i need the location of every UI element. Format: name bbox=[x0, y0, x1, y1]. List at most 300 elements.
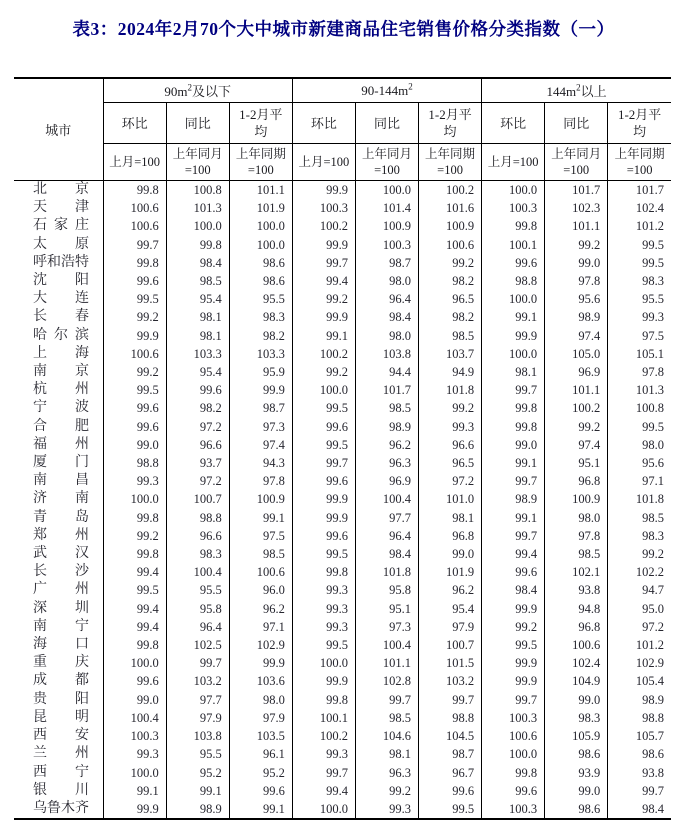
index-value-cell: 99.7 bbox=[355, 691, 418, 709]
size-group-header-0 bbox=[103, 78, 292, 103]
index-value-cell: 100.4 bbox=[103, 709, 166, 727]
index-value-cell: 100.2 bbox=[292, 217, 355, 235]
index-value-cell: 100.0 bbox=[103, 654, 166, 672]
table-row bbox=[14, 563, 671, 581]
index-value-cell: 98.8 bbox=[482, 272, 545, 290]
index-value-cell: 99.7 bbox=[608, 782, 671, 800]
index-value-cell: 99.7 bbox=[482, 381, 545, 399]
index-value-cell: 99.5 bbox=[292, 399, 355, 417]
index-value-cell: 97.1 bbox=[229, 618, 292, 636]
index-value-cell: 96.9 bbox=[545, 363, 608, 381]
index-value-cell: 100.0 bbox=[229, 217, 292, 235]
index-value-cell: 99.2 bbox=[103, 527, 166, 545]
index-value-cell: 96.8 bbox=[419, 527, 482, 545]
index-value-cell: 98.9 bbox=[608, 691, 671, 709]
metric-header: 1-2月平均 bbox=[419, 103, 482, 144]
index-value-cell: 99.3 bbox=[355, 800, 418, 819]
city-cell bbox=[14, 727, 103, 745]
index-value-cell: 99.0 bbox=[545, 254, 608, 272]
index-value-cell: 97.3 bbox=[355, 618, 418, 636]
index-value-cell: 98.6 bbox=[545, 800, 608, 819]
index-value-cell: 98.1 bbox=[355, 745, 418, 763]
index-value-cell: 95.2 bbox=[166, 764, 229, 782]
index-value-cell: 98.0 bbox=[355, 272, 418, 290]
index-value-cell: 99.5 bbox=[608, 254, 671, 272]
city-cell bbox=[14, 199, 103, 217]
page-title: 表3：2024年2月70个大中城市新建商品住宅销售价格分类指数（一） bbox=[72, 19, 615, 39]
table-row bbox=[14, 345, 671, 363]
index-value-cell: 99.4 bbox=[292, 272, 355, 290]
index-value-cell: 99.9 bbox=[292, 509, 355, 527]
table-row bbox=[14, 581, 671, 599]
table-row bbox=[14, 691, 671, 709]
index-value-cell: 96.7 bbox=[419, 764, 482, 782]
index-value-cell: 100.7 bbox=[166, 490, 229, 508]
city-cell bbox=[14, 800, 103, 819]
city-name: 大 连 bbox=[33, 291, 89, 307]
index-value-cell: 99.4 bbox=[482, 545, 545, 563]
index-value-cell: 105.7 bbox=[608, 727, 671, 745]
index-value-cell: 100.8 bbox=[608, 399, 671, 417]
city-cell bbox=[14, 745, 103, 763]
index-value-cell: 93.8 bbox=[608, 764, 671, 782]
index-value-cell: 99.7 bbox=[482, 472, 545, 490]
index-value-cell: 99.6 bbox=[292, 527, 355, 545]
index-value-cell: 100.0 bbox=[103, 490, 166, 508]
table-row bbox=[14, 381, 671, 399]
table-row bbox=[14, 199, 671, 217]
index-value-cell: 99.4 bbox=[103, 563, 166, 581]
index-value-cell: 103.2 bbox=[166, 672, 229, 690]
size-group-header-2 bbox=[482, 78, 671, 103]
index-value-cell: 98.2 bbox=[419, 308, 482, 326]
index-value-cell: 99.6 bbox=[482, 254, 545, 272]
index-value-cell: 100.6 bbox=[103, 345, 166, 363]
group-label-text: 以上 bbox=[580, 84, 607, 99]
base-header: 上月=100 bbox=[292, 144, 355, 181]
index-value-cell: 100.3 bbox=[482, 709, 545, 727]
table-row bbox=[14, 490, 671, 508]
base-header: 上年同月=100 bbox=[545, 144, 608, 181]
city-name: 福 州 bbox=[33, 436, 89, 452]
index-value-cell: 103.2 bbox=[419, 672, 482, 690]
table-row bbox=[14, 290, 671, 308]
table-row bbox=[14, 672, 671, 690]
city-name: 郑 州 bbox=[33, 527, 89, 543]
index-value-cell: 99.1 bbox=[482, 308, 545, 326]
index-value-cell: 100.0 bbox=[482, 345, 545, 363]
index-value-cell: 101.8 bbox=[608, 490, 671, 508]
index-value-cell: 100.0 bbox=[292, 654, 355, 672]
index-value-cell: 99.7 bbox=[482, 527, 545, 545]
index-value-cell: 97.7 bbox=[355, 509, 418, 527]
index-value-cell: 99.8 bbox=[482, 764, 545, 782]
city-cell bbox=[14, 181, 103, 200]
base-header: 上年同期=100 bbox=[229, 144, 292, 181]
index-value-cell: 96.6 bbox=[419, 436, 482, 454]
city-name: 长 沙 bbox=[33, 564, 89, 580]
city-name: 哈 尔 滨 bbox=[33, 327, 89, 343]
group-label-superscript: 2 bbox=[576, 82, 581, 93]
base-header: 上年同月=100 bbox=[166, 144, 229, 181]
city-cell bbox=[14, 418, 103, 436]
index-value-cell: 99.2 bbox=[103, 308, 166, 326]
index-value-cell: 99.1 bbox=[103, 782, 166, 800]
index-value-cell: 96.6 bbox=[166, 527, 229, 545]
index-value-cell: 99.5 bbox=[103, 290, 166, 308]
city-cell bbox=[14, 472, 103, 490]
city-cell bbox=[14, 272, 103, 290]
city-name: 济 南 bbox=[33, 491, 89, 507]
index-value-cell: 99.8 bbox=[103, 509, 166, 527]
index-value-cell: 99.3 bbox=[292, 600, 355, 618]
city-name: 武 汉 bbox=[33, 546, 89, 562]
index-value-cell: 105.0 bbox=[545, 345, 608, 363]
index-value-cell: 98.4 bbox=[482, 581, 545, 599]
index-value-cell: 96.2 bbox=[229, 600, 292, 618]
index-value-cell: 98.5 bbox=[355, 399, 418, 417]
index-value-cell: 99.9 bbox=[482, 672, 545, 690]
city-name: 乌 鲁 木 齐 bbox=[33, 800, 89, 816]
index-value-cell: 99.9 bbox=[292, 490, 355, 508]
metric-header: 同比 bbox=[355, 103, 418, 144]
index-value-cell: 99.7 bbox=[482, 691, 545, 709]
index-value-cell: 100.3 bbox=[292, 199, 355, 217]
index-value-cell: 93.8 bbox=[545, 581, 608, 599]
city-cell bbox=[14, 654, 103, 672]
index-value-cell: 97.1 bbox=[608, 472, 671, 490]
city-name: 西 安 bbox=[33, 728, 89, 744]
index-value-cell: 98.3 bbox=[166, 545, 229, 563]
index-value-cell: 97.3 bbox=[229, 418, 292, 436]
index-value-cell: 95.6 bbox=[545, 290, 608, 308]
index-value-cell: 103.8 bbox=[355, 345, 418, 363]
city-name: 长 春 bbox=[33, 309, 89, 325]
index-value-cell: 99.9 bbox=[103, 327, 166, 345]
index-value-cell: 96.9 bbox=[355, 472, 418, 490]
index-value-cell: 101.6 bbox=[419, 199, 482, 217]
index-value-cell: 98.3 bbox=[608, 272, 671, 290]
index-value-cell: 98.1 bbox=[166, 327, 229, 345]
group-label-text: 90-144m bbox=[361, 82, 409, 98]
index-value-cell: 97.2 bbox=[166, 472, 229, 490]
index-value-cell: 96.8 bbox=[545, 618, 608, 636]
index-value-cell: 97.7 bbox=[166, 691, 229, 709]
city-name: 海 口 bbox=[33, 637, 89, 653]
table-row bbox=[14, 236, 671, 254]
index-value-cell: 99.8 bbox=[103, 545, 166, 563]
index-value-cell: 103.8 bbox=[166, 727, 229, 745]
index-value-cell: 99.6 bbox=[229, 782, 292, 800]
index-value-cell: 98.0 bbox=[355, 327, 418, 345]
index-value-cell: 100.9 bbox=[419, 217, 482, 235]
city-cell bbox=[14, 327, 103, 345]
index-value-cell: 98.8 bbox=[419, 709, 482, 727]
index-value-cell: 97.9 bbox=[229, 709, 292, 727]
index-value-cell: 98.3 bbox=[545, 709, 608, 727]
index-value-cell: 100.6 bbox=[545, 636, 608, 654]
index-value-cell: 105.9 bbox=[545, 727, 608, 745]
table-row bbox=[14, 217, 671, 235]
index-value-cell: 99.2 bbox=[608, 545, 671, 563]
index-value-cell: 93.9 bbox=[545, 764, 608, 782]
index-value-cell: 96.5 bbox=[419, 454, 482, 472]
metric-header: 同比 bbox=[545, 103, 608, 144]
index-value-cell: 97.5 bbox=[608, 327, 671, 345]
index-value-cell: 99.8 bbox=[482, 418, 545, 436]
index-value-cell: 101.4 bbox=[355, 199, 418, 217]
table-row bbox=[14, 472, 671, 490]
table-row bbox=[14, 272, 671, 290]
index-value-cell: 98.5 bbox=[419, 327, 482, 345]
city-name: 太 原 bbox=[33, 236, 89, 252]
index-value-cell: 99.7 bbox=[103, 236, 166, 254]
city-cell bbox=[14, 308, 103, 326]
table-head bbox=[14, 78, 671, 181]
index-value-cell: 95.9 bbox=[229, 363, 292, 381]
index-value-cell: 102.4 bbox=[545, 654, 608, 672]
index-value-cell: 103.3 bbox=[166, 345, 229, 363]
index-value-cell: 102.9 bbox=[608, 654, 671, 672]
index-value-cell: 98.4 bbox=[608, 800, 671, 819]
index-value-cell: 100.4 bbox=[355, 636, 418, 654]
index-value-cell: 102.5 bbox=[166, 636, 229, 654]
index-value-cell: 104.5 bbox=[419, 727, 482, 745]
city-name: 南 昌 bbox=[33, 473, 89, 489]
table-row bbox=[14, 399, 671, 417]
index-value-cell: 99.2 bbox=[103, 363, 166, 381]
table-row bbox=[14, 709, 671, 727]
index-value-cell: 99.1 bbox=[482, 509, 545, 527]
table-row bbox=[14, 727, 671, 745]
index-value-cell: 97.2 bbox=[419, 472, 482, 490]
index-value-cell: 99.2 bbox=[292, 363, 355, 381]
index-value-cell: 99.5 bbox=[292, 545, 355, 563]
index-value-cell: 99.7 bbox=[292, 454, 355, 472]
index-value-cell: 100.7 bbox=[419, 636, 482, 654]
index-value-cell: 99.3 bbox=[608, 308, 671, 326]
index-value-cell: 99.9 bbox=[292, 181, 355, 200]
index-value-cell: 100.0 bbox=[292, 381, 355, 399]
index-value-cell: 101.0 bbox=[419, 490, 482, 508]
city-cell bbox=[14, 236, 103, 254]
index-value-cell: 99.9 bbox=[292, 308, 355, 326]
index-value-cell: 99.0 bbox=[482, 436, 545, 454]
index-value-cell: 99.3 bbox=[292, 745, 355, 763]
base-header: 上月=100 bbox=[103, 144, 166, 181]
city-name: 昆 明 bbox=[33, 709, 89, 725]
city-name: 青 岛 bbox=[33, 509, 89, 525]
table-row bbox=[14, 745, 671, 763]
index-value-cell: 105.4 bbox=[608, 672, 671, 690]
index-value-cell: 99.7 bbox=[292, 254, 355, 272]
index-value-cell: 101.9 bbox=[229, 199, 292, 217]
size-group-header-1 bbox=[292, 78, 481, 103]
index-value-cell: 96.1 bbox=[229, 745, 292, 763]
index-value-cell: 100.8 bbox=[166, 181, 229, 200]
index-value-cell: 95.5 bbox=[166, 581, 229, 599]
index-value-cell: 99.1 bbox=[166, 782, 229, 800]
city-name: 宁 波 bbox=[33, 400, 89, 416]
index-value-cell: 98.4 bbox=[166, 254, 229, 272]
index-value-cell: 99.8 bbox=[103, 254, 166, 272]
index-value-cell: 95.2 bbox=[229, 764, 292, 782]
index-value-cell: 97.9 bbox=[166, 709, 229, 727]
index-value-cell: 98.4 bbox=[355, 308, 418, 326]
table-body bbox=[14, 181, 671, 820]
city-cell bbox=[14, 254, 103, 272]
index-value-cell: 98.9 bbox=[482, 490, 545, 508]
index-value-cell: 99.9 bbox=[292, 236, 355, 254]
index-value-cell: 99.3 bbox=[292, 581, 355, 599]
index-value-cell: 98.1 bbox=[419, 509, 482, 527]
index-value-cell: 102.1 bbox=[545, 563, 608, 581]
index-value-cell: 98.9 bbox=[166, 800, 229, 819]
index-value-cell: 99.5 bbox=[103, 381, 166, 399]
index-value-cell: 99.1 bbox=[292, 327, 355, 345]
city-cell bbox=[14, 764, 103, 782]
index-value-cell: 99.3 bbox=[292, 618, 355, 636]
index-value-cell: 100.4 bbox=[166, 563, 229, 581]
table-row bbox=[14, 782, 671, 800]
index-value-cell: 100.9 bbox=[229, 490, 292, 508]
index-value-cell: 99.9 bbox=[292, 672, 355, 690]
group-label-superscript: 2 bbox=[187, 82, 193, 93]
index-value-cell: 95.5 bbox=[166, 745, 229, 763]
index-value-cell: 99.8 bbox=[482, 217, 545, 235]
city-name: 沈 阳 bbox=[33, 273, 89, 289]
index-value-cell: 99.2 bbox=[545, 418, 608, 436]
index-value-cell: 100.6 bbox=[482, 727, 545, 745]
index-value-cell: 100.0 bbox=[103, 764, 166, 782]
index-value-cell: 98.0 bbox=[545, 509, 608, 527]
index-value-cell: 99.4 bbox=[103, 618, 166, 636]
group-label-superscript: 2 bbox=[408, 81, 413, 92]
index-value-cell: 99.5 bbox=[103, 581, 166, 599]
index-value-cell: 98.6 bbox=[229, 254, 292, 272]
city-name: 上 海 bbox=[33, 345, 89, 361]
index-value-cell: 98.7 bbox=[355, 254, 418, 272]
city-cell bbox=[14, 545, 103, 563]
index-value-cell: 100.0 bbox=[482, 745, 545, 763]
index-value-cell: 101.2 bbox=[608, 217, 671, 235]
city-name: 深 圳 bbox=[33, 600, 89, 616]
index-value-cell: 102.3 bbox=[545, 199, 608, 217]
index-value-cell: 97.4 bbox=[545, 327, 608, 345]
index-value-cell: 95.6 bbox=[608, 454, 671, 472]
index-value-cell: 100.6 bbox=[103, 217, 166, 235]
index-value-cell: 98.8 bbox=[608, 709, 671, 727]
index-value-cell: 99.9 bbox=[482, 654, 545, 672]
city-cell bbox=[14, 436, 103, 454]
index-value-cell: 102.2 bbox=[608, 563, 671, 581]
city-name: 广 州 bbox=[33, 582, 89, 598]
index-value-cell: 98.9 bbox=[545, 308, 608, 326]
table-row bbox=[14, 363, 671, 381]
index-value-cell: 93.7 bbox=[166, 454, 229, 472]
index-value-cell: 99.6 bbox=[103, 672, 166, 690]
index-value-cell: 98.4 bbox=[355, 545, 418, 563]
city-cell bbox=[14, 490, 103, 508]
metric-header: 1-2月平均 bbox=[608, 103, 671, 144]
index-value-cell: 99.6 bbox=[292, 472, 355, 490]
index-value-cell: 98.0 bbox=[229, 691, 292, 709]
index-value-cell: 97.2 bbox=[166, 418, 229, 436]
city-name: 重 庆 bbox=[33, 655, 89, 671]
index-value-cell: 95.8 bbox=[166, 600, 229, 618]
metric-header: 1-2月平均 bbox=[229, 103, 292, 144]
city-column-header: 城市 bbox=[14, 78, 103, 181]
index-value-cell: 99.2 bbox=[355, 782, 418, 800]
index-value-cell: 99.0 bbox=[545, 691, 608, 709]
index-value-cell: 96.4 bbox=[355, 527, 418, 545]
index-value-cell: 97.8 bbox=[229, 472, 292, 490]
index-value-cell: 99.6 bbox=[103, 272, 166, 290]
index-value-cell: 99.5 bbox=[292, 636, 355, 654]
index-value-cell: 99.0 bbox=[103, 436, 166, 454]
table-row bbox=[14, 181, 671, 200]
base-header: 上月=100 bbox=[482, 144, 545, 181]
index-value-cell: 99.6 bbox=[103, 418, 166, 436]
index-value-cell: 99.8 bbox=[482, 399, 545, 417]
base-header: 上年同期=100 bbox=[419, 144, 482, 181]
index-value-cell: 104.6 bbox=[355, 727, 418, 745]
index-value-cell: 101.7 bbox=[608, 181, 671, 200]
index-value-cell: 104.9 bbox=[545, 672, 608, 690]
city-name: 成 都 bbox=[33, 673, 89, 689]
table-row bbox=[14, 527, 671, 545]
index-value-cell: 98.2 bbox=[419, 272, 482, 290]
index-value-cell: 99.8 bbox=[103, 636, 166, 654]
index-value-cell: 96.2 bbox=[355, 436, 418, 454]
group-label-text: 90m bbox=[164, 84, 188, 99]
index-value-cell: 97.4 bbox=[545, 436, 608, 454]
index-value-cell: 95.0 bbox=[608, 600, 671, 618]
index-value-cell: 96.0 bbox=[229, 581, 292, 599]
table-row bbox=[14, 308, 671, 326]
index-value-cell: 95.1 bbox=[355, 600, 418, 618]
index-value-cell: 102.4 bbox=[608, 199, 671, 217]
table-row bbox=[14, 800, 671, 819]
index-value-cell: 99.8 bbox=[292, 691, 355, 709]
index-value-cell: 101.8 bbox=[419, 381, 482, 399]
index-value-cell: 98.8 bbox=[103, 454, 166, 472]
index-value-cell: 99.9 bbox=[229, 381, 292, 399]
city-cell bbox=[14, 709, 103, 727]
city-cell bbox=[14, 782, 103, 800]
index-value-cell: 96.5 bbox=[419, 290, 482, 308]
index-value-cell: 98.6 bbox=[229, 272, 292, 290]
index-value-cell: 101.2 bbox=[608, 636, 671, 654]
index-value-cell: 101.3 bbox=[166, 199, 229, 217]
city-name: 合 肥 bbox=[33, 418, 89, 434]
city-cell bbox=[14, 618, 103, 636]
index-value-cell: 99.6 bbox=[482, 782, 545, 800]
index-value-cell: 99.6 bbox=[166, 381, 229, 399]
city-name: 西 宁 bbox=[33, 764, 89, 780]
city-name: 石 家 庄 bbox=[33, 218, 89, 234]
index-value-cell: 96.4 bbox=[166, 618, 229, 636]
index-value-cell: 100.6 bbox=[103, 199, 166, 217]
index-value-cell: 98.2 bbox=[229, 327, 292, 345]
index-value-cell: 99.8 bbox=[166, 236, 229, 254]
index-value-cell: 98.5 bbox=[545, 545, 608, 563]
index-value-cell: 100.6 bbox=[229, 563, 292, 581]
index-value-cell: 100.3 bbox=[355, 236, 418, 254]
index-value-cell: 100.2 bbox=[545, 399, 608, 417]
city-name: 呼 和 浩 特 bbox=[33, 254, 89, 270]
index-value-cell: 95.4 bbox=[166, 363, 229, 381]
